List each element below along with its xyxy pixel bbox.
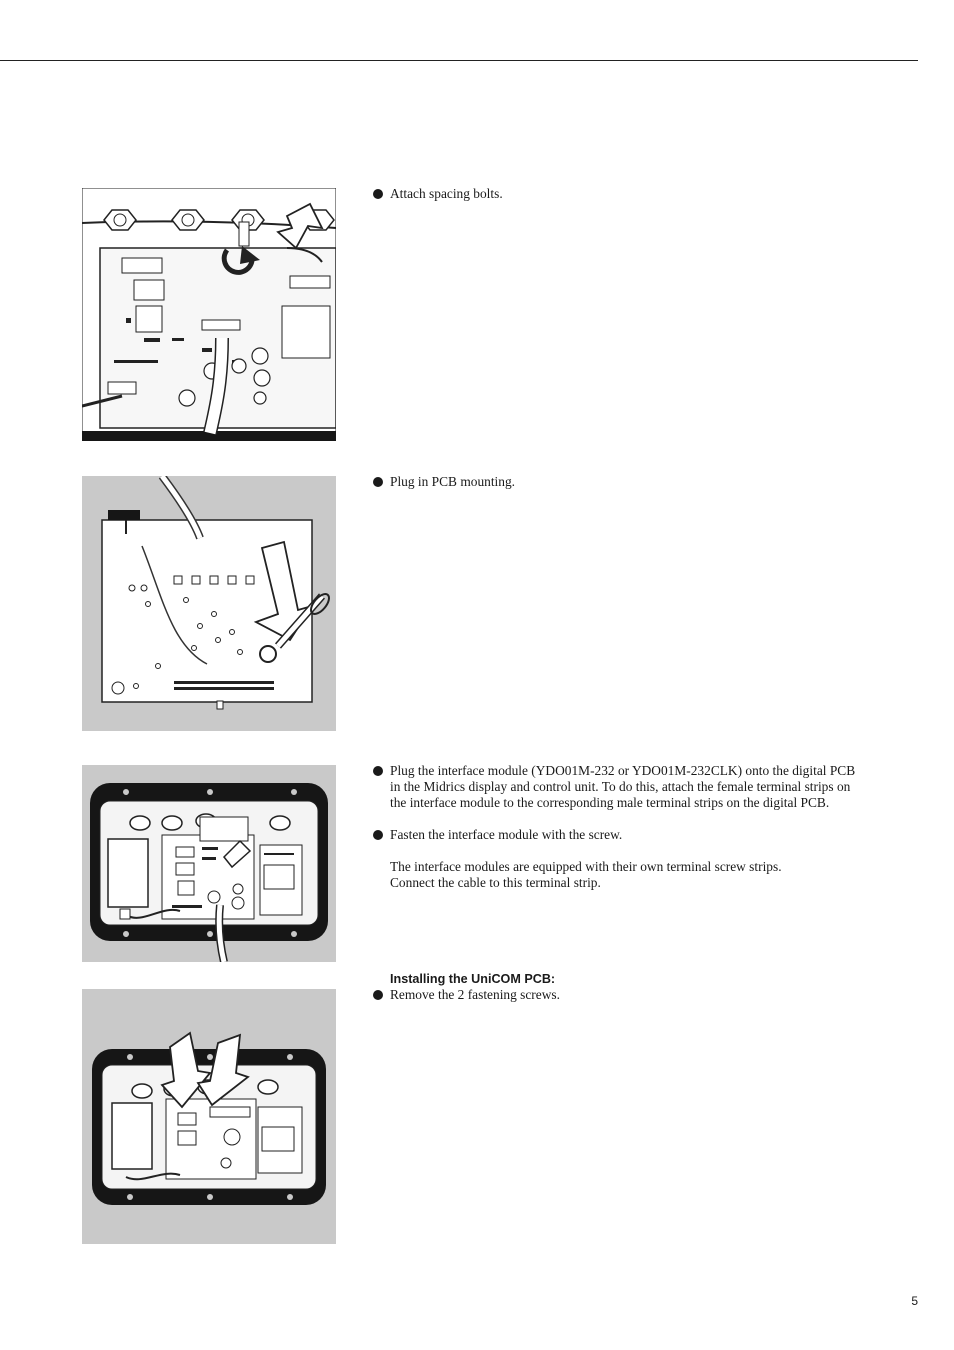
bullet-icon xyxy=(373,766,383,776)
page-number: 5 xyxy=(911,1294,918,1308)
bullet-item xyxy=(373,763,913,811)
bullet-item xyxy=(373,474,913,490)
figure-remove-fastening-screws xyxy=(82,989,336,1244)
figure-plug-in-pcb-mounting xyxy=(82,476,336,731)
note-line: The interface modules are equipped with their own terminal screw strips. xyxy=(390,859,782,874)
step-text: Fasten the interface module with the screw. xyxy=(390,827,623,842)
figure-plug-interface-module xyxy=(82,765,336,962)
bullet-icon xyxy=(373,830,383,840)
step-plug-in-pcb-mounting xyxy=(373,474,913,490)
figure-attach-spacing-bolts xyxy=(82,188,336,441)
bullet-icon xyxy=(373,477,383,487)
header-rule xyxy=(0,60,918,61)
section-heading: Installing the UniCOM PCB: xyxy=(390,972,556,986)
step-plug-interface-module xyxy=(373,763,913,891)
bullet-icon xyxy=(373,990,383,1000)
step-line: Plug the interface module (YDO01M-232 or YDO01M-232CLK) onto the digital PCB xyxy=(390,763,856,778)
step-line: the interface module to the corresponding male terminal strips on the digital PCB. xyxy=(390,795,830,810)
bullet-item xyxy=(373,186,913,202)
step-text: Plug in PCB mounting. xyxy=(390,474,516,489)
note-line: Connect the cable to this terminal strip. xyxy=(390,875,601,890)
bullet-item xyxy=(373,987,913,1003)
step-text: Remove the 2 fastening screws. xyxy=(390,987,560,1002)
step-text: Attach spacing bolts. xyxy=(390,186,503,201)
step-installing-unicom-pcb xyxy=(373,971,913,1003)
bullet-icon xyxy=(373,189,383,199)
bullet-item xyxy=(373,827,913,843)
step-attach-spacing-bolts xyxy=(373,186,913,202)
step-line: in the Midrics display and control unit. To do this, attach the female terminal strips on xyxy=(390,779,851,794)
